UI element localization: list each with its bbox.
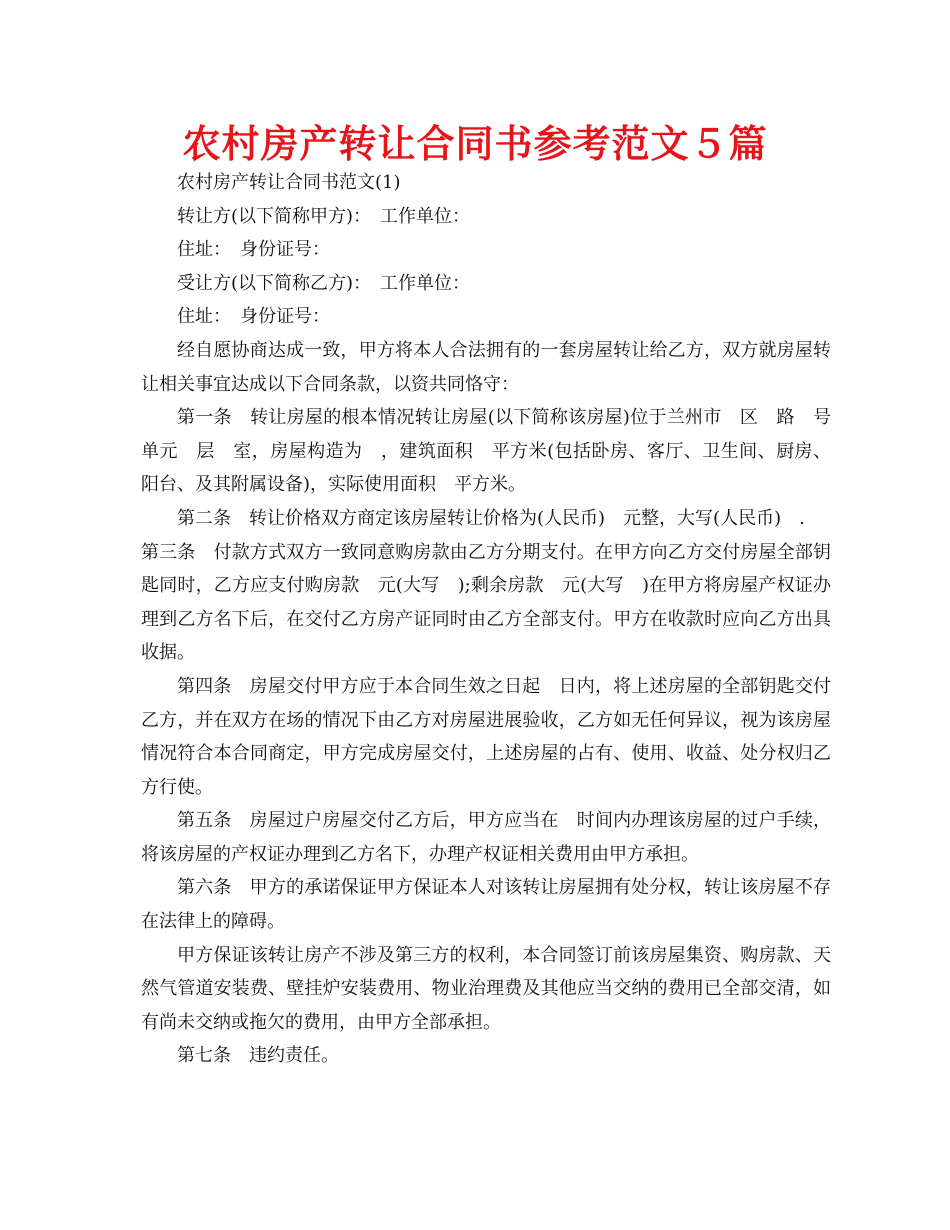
article-1-paragraph: 第一条 转让房屋的根本情况转让房屋(以下简称该房屋)位于兰州市 区 路 号单元 层 室，房屋构造为 ，建筑面积 平方米(包括卧房、客厅、卫生间、厨房、阳台、及其附属设备)，实际使用面积 平方米。	[141, 407, 831, 496]
article-4-paragraph: 第四条 房屋交付甲方应于本合同生效之日起 日内，将上述房屋的全部钥匙交付乙方，并在双方在场的情况下由乙方对房屋进展验收，乙方如无任何异议，视为该房屋情况符合本合同商定，甲方完成房屋交付，上述房屋的占有、使用、收益、处分权归乙方行使。	[141, 675, 831, 798]
transferee-line: 受让方(以下简称乙方)： 工作单位：	[177, 272, 471, 294]
transferee-address-line: 住址： 身份证号：	[177, 306, 330, 328]
article-6-guarantee-paragraph: 甲方保证该转让房产不涉及第三方的权利，本合同签订前该房屋集资、购房款、天然气管道安装费、壁挂炉安装费用、物业治理费及其他应当交纳的费用已全部交清，如有尚未交纳或拖欠的费用，由甲方全部承担。	[141, 944, 831, 1033]
preamble-paragraph: 经自愿协商达成一致，甲方将本人合法拥有的一套房屋转让给乙方，双方就房屋转让相关事宜达成以下合同条款，以资共同恪守：	[141, 339, 831, 395]
document-body	[141, 166, 831, 1073]
article-6-paragraph: 第六条 甲方的承诺保证甲方保证本人对该转让房屋拥有处分权，转让该房屋不存在法律上的障碍。	[141, 877, 831, 933]
article-2-paragraph: 第二条 转让价格双方商定该房屋转让价格为(人民币) 元整，大写(人民币) .	[177, 507, 805, 529]
article-3-paragraph: 第三条 付款方式双方一致同意购房款由乙方分期支付。在甲方向乙方交付房屋全部钥匙同时，乙方应支付购房款 元(大写 );剩余房款 元(大写 )在甲方将房屋产权证办理到乙方名下后，在交付乙方房产证同时由乙方全部支付。甲方在收款时应向乙方出具收据。	[141, 541, 831, 664]
transferor-line: 转让方(以下简称甲方)： 工作单位：	[177, 205, 471, 227]
document-title: 农村房产转让合同书参考范文５篇	[182, 122, 768, 166]
transferor-address-line: 住址： 身份证号：	[177, 239, 330, 261]
article-7-paragraph: 第七条 违约责任。	[177, 1045, 339, 1067]
section-heading: 农村房产转让合同书范文(1)	[177, 172, 401, 193]
article-5-paragraph: 第五条 房屋过户房屋交付乙方后，甲方应当在 时间内办理该房屋的过户手续，将该房屋的产权证办理到乙方名下，办理产权证相关费用由甲方承担。	[141, 810, 831, 865]
